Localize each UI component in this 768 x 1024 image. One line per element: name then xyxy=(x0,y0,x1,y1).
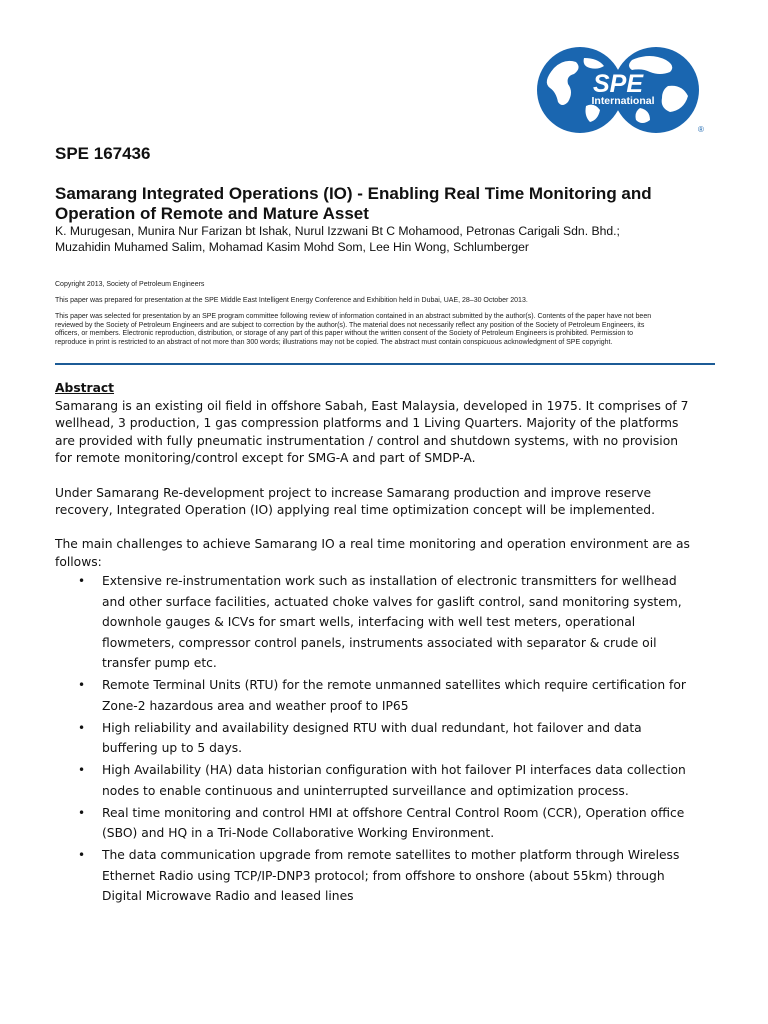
text-line: and other surface facilities, actuated choke valves for gaslift control, sand monitoring system, xyxy=(102,594,682,609)
disclaimer-line: reproduce in print is restricted to an abstract of not more than 300 words; illustrations may not be copied. The abstract must contain conspicuous acknowledgment of SPE copyright. xyxy=(55,338,613,346)
text-line: Remote Terminal Units (RTU) for the remote unmanned satellites which require certification for xyxy=(102,678,686,693)
bullet-icon: • xyxy=(78,678,86,693)
text-line: Zone-2 hazardous area and weather proof to IP65 xyxy=(102,698,409,713)
spe-international-logo xyxy=(536,46,710,134)
list-item xyxy=(55,803,725,844)
paper-title xyxy=(55,184,735,224)
author-list xyxy=(55,224,735,255)
paper-title-line: Samarang Integrated Operations (IO) - Enabling Real Time Monitoring and xyxy=(55,184,652,203)
text-line: Ethernet Radio using TCP/IP-DNP3 protocol; from offshore to onshore (about 55km) through xyxy=(102,868,665,883)
text-line: Samarang is an existing oil field in offshore Sabah, East Malaysia, developed in 1975. It comprises of 7 xyxy=(55,399,689,413)
text-line: downhole gauges & ICVs for smart wells, interfacing with well test meters, operational xyxy=(102,615,636,630)
bullet-icon: • xyxy=(78,848,86,863)
abstract-paragraph xyxy=(55,398,725,468)
text-line: (SBO) and HQ in a Tri-Node Collaborative Working Environment. xyxy=(102,826,495,841)
disclaimer-line: reviewed by the Society of Petroleum Engineers and are subject to correction by the author(s). The material does not necessarily reflect any position of the Society of Petroleum Engineers, its xyxy=(55,321,645,329)
text-line: for remote monitoring/control except for SMG-A and part of SMDP-A. xyxy=(55,451,476,466)
list-item xyxy=(55,718,725,759)
presentation-notice: This paper was prepared for presentation at the SPE Middle East Intelligent Energy Conference and Exhibition held in Dubai, UAE, 28–30 October 2013. xyxy=(55,297,528,304)
text-line: follows: xyxy=(55,554,102,569)
text-line: recovery, Integrated Operation (IO) applying real time optimization concept will be implemented. xyxy=(55,503,655,518)
text-line: transfer pump etc. xyxy=(102,656,217,671)
text-line: buffering up to 5 days. xyxy=(102,741,243,756)
text-line: High Availability (HA) data historian configuration with hot failover PI interfaces data collection xyxy=(102,763,686,778)
challenge-list xyxy=(55,571,725,907)
logo-wordmark: SPE xyxy=(592,70,644,98)
text-line: Real time monitoring and control HMI at offshore Central Control Room (CCR), Operation office xyxy=(102,805,685,820)
paper-number: SPE 167436 xyxy=(55,144,151,163)
text-line: Under Samarang Re-development project to increase Samarang production and improve reserve xyxy=(55,485,652,500)
section-divider xyxy=(55,363,715,365)
registered-mark: ® xyxy=(698,125,704,134)
logo-subtitle: International xyxy=(591,95,655,107)
text-line: Extensive re-instrumentation work such as installation of electronic transmitters for wellhead xyxy=(102,574,677,589)
disclaimer-line: officers, or members. Electronic reproduction, distribution, or storage of any part of this paper without the written consent of the Society of Petroleum Engineers is prohibited. Permission to xyxy=(55,330,634,338)
author-line: K. Murugesan, Munira Nur Farizan bt Ishak, Nurul Izzwani Bt C Mohamood, Petronas Carigali Sdn. Bhd.; xyxy=(55,224,620,238)
list-item xyxy=(55,675,725,716)
text-line: Digital Microwave Radio and leased lines xyxy=(102,889,354,904)
disclaimer-notice xyxy=(55,313,715,347)
text-line: wellhead, 3 production, 1 gas compression platforms and 1 Living Quarters. Majority of the platforms xyxy=(55,416,679,431)
text-line: The main challenges to achieve Samarang IO a real time monitoring and operation environment are as xyxy=(55,537,690,552)
bullet-icon: • xyxy=(78,763,86,778)
text-line: High reliability and availability designed RTU with dual redundant, hot failover and data xyxy=(102,720,642,735)
paper-title-line: Operation of Remote and Mature Asset xyxy=(55,204,369,223)
bullet-icon: • xyxy=(78,574,86,589)
abstract-heading: Abstract xyxy=(55,381,115,395)
bullet-icon: • xyxy=(78,805,86,820)
bullet-icon: • xyxy=(78,720,86,735)
list-item xyxy=(55,845,725,907)
abstract-paragraph xyxy=(55,536,725,571)
disclaimer-line: This paper was selected for presentation by an SPE program committee following review of information contained in an abstract submitted by the author(s). Contents of the paper have not been xyxy=(55,313,652,320)
text-line: nodes to enable continuous and uninterrupted surveillance and optimization process. xyxy=(102,783,629,798)
abstract-section xyxy=(55,379,725,908)
text-line: The data communication upgrade from remote satellites to mother platform through Wireless xyxy=(102,848,680,863)
text-line: flowmeters, compressor control panels, instruments associated with separator & crude oil xyxy=(102,635,657,650)
copyright-notice: Copyright 2013, Society of Petroleum Engineers xyxy=(55,281,205,288)
abstract-paragraph xyxy=(55,485,725,520)
list-item xyxy=(55,571,725,674)
text-line: are provided with fully pneumatic instrumentation / control and shutdown systems, with no provision xyxy=(55,433,679,448)
list-item xyxy=(55,760,725,801)
author-line: Muzahidin Muhamed Salim, Mohamad Kasim Mohd Som, Lee Hin Wong, Schlumberger xyxy=(55,239,529,254)
